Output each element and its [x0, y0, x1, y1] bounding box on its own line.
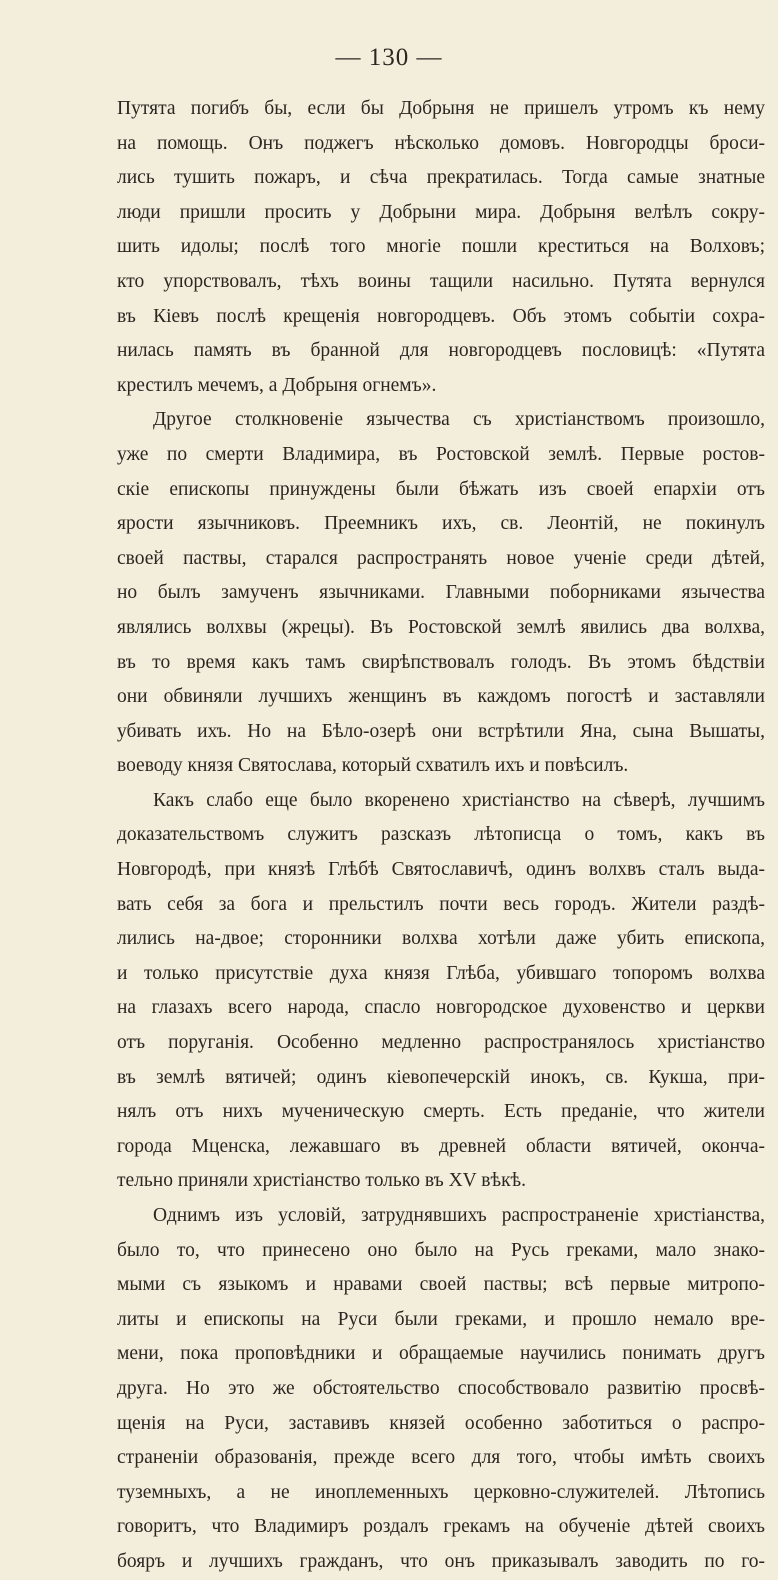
- text-line: но былъ замученъ язычниками. Главными поборниками язычества: [117, 582, 765, 604]
- text-line: являлись волхвы (жрецы). Въ Ростовской землѣ явились два волхва,: [117, 616, 765, 638]
- text-line: отъ поруганія. Особенно медленно распространялось христіанство: [117, 1032, 765, 1054]
- paragraph-first-line: Какъ слабо еще было вкоренено христіанство на сѣверѣ, лучшимъ: [153, 789, 765, 811]
- paragraph-first-line: Другое столкновеніе язычества съ христіанствомъ произошло,: [153, 409, 765, 431]
- text-line: на помощь. Онъ поджегъ нѣсколько домовъ. Новгородцы броси-: [117, 132, 765, 154]
- text-line: шить идолы; послѣ того многіе пошли креститься на Волховъ;: [117, 236, 765, 258]
- text-line: мыми съ языкомъ и нравами своей паствы; всѣ первые митропо-: [117, 1274, 765, 1296]
- text-line: въ Кіевъ послѣ крещенія новгородцевъ. Объ этомъ событіи сохра-: [117, 305, 765, 327]
- text-line: бояръ и лучшихъ гражданъ, что онъ приказывалъ заводить по го-: [117, 1550, 765, 1572]
- text-line: было то, что принесено оно было на Русь греками, мало знако-: [117, 1239, 765, 1261]
- text-line: щенія на Руси, заставивъ князей особенно заботиться о распро-: [117, 1412, 765, 1434]
- text-line: воеводу князя Святослава, который схватилъ ихъ и повѣсилъ.: [117, 755, 629, 777]
- text-line: лились на-двое; сторонники волхва хотѣли даже убить епископа,: [117, 928, 765, 950]
- text-line: литы и епископы на Руси были греками, и прошло немало вре-: [117, 1308, 765, 1330]
- text-line: въ то время какъ тамъ свирѣпствовалъ голодъ. Въ этомъ бѣдствіи: [117, 651, 765, 673]
- text-line: Путята погибъ бы, если бы Добрыня не пришелъ утромъ къ нему: [117, 98, 765, 119]
- text-line: Новгородѣ, при князѣ Глѣбѣ Святославичѣ, одинъ волхвъ сталъ выда-: [117, 859, 765, 881]
- text-line: крестилъ мечемъ, а Добрыня огнемъ».: [117, 374, 437, 396]
- text-line: вать себя за бога и прельстилъ почти весь городъ. Жители раздѣ-: [117, 893, 765, 915]
- text-line: нялъ отъ нихъ мученическую смерть. Есть преданіе, что жители: [117, 1101, 765, 1123]
- text-line: говоритъ, что Владимиръ роздалъ грекамъ на обученіе дѣтей своихъ: [117, 1516, 765, 1538]
- body-text: [117, 92, 765, 1580]
- text-line: страненіи образованія, прежде всего для того, чтобы имѣть своихъ: [117, 1447, 765, 1469]
- text-line: люди пришли просить у Добрыни мира. Добрыня велѣлъ сокру-: [117, 201, 765, 223]
- text-line: и только присутствіе духа князя Глѣба, убившаго топоромъ волхва: [117, 962, 765, 984]
- page-number: — 130 —: [335, 44, 443, 71]
- text-line: ярости язычниковъ. Преемникъ ихъ, св. Леонтій, не покинулъ: [117, 513, 765, 535]
- text-line: скіе епископы принуждены были бѣжать изъ своей епархіи отъ: [117, 478, 765, 500]
- text-line: тельно приняли христіанство только въ XV вѣкѣ.: [117, 1170, 527, 1192]
- text-line: убивать ихъ. Но на Бѣло-озерѣ они встрѣтили Яна, сына Вышаты,: [117, 720, 765, 742]
- text-line: мени, пока проповѣдники и обращаемые научились понимать другъ: [117, 1343, 765, 1365]
- text-line: нилась память въ бранной для новгородцевъ пословицѣ: «Путята: [117, 340, 765, 362]
- text-line: въ землѣ вятичей; одинъ кіевопечерскій инокъ, св. Кукша, при-: [117, 1066, 765, 1088]
- text-line: туземныхъ, а не иноплеменныхъ церковно-служителей. Лѣтопись: [117, 1481, 765, 1503]
- text-line: кто упорствовалъ, тѣхъ воины тащили насильно. Путята вернулся: [117, 270, 765, 292]
- text-line: своей паствы, старался распространять новое ученіе среди дѣтей,: [117, 547, 765, 569]
- text-line: доказательствомъ служитъ разсказъ лѣтописца о томъ, какъ въ: [117, 824, 765, 846]
- text-line: друга. Но это же обстоятельство способствовало развитію просвѣ-: [117, 1377, 765, 1399]
- text-line: на глазахъ всего народа, спасло новгородское духовенство и церкви: [117, 997, 765, 1019]
- text-line: уже по смерти Владимира, въ Ростовской землѣ. Первые ростов-: [117, 443, 765, 465]
- text-line: они обвиняли лучшихъ женщинъ въ каждомъ погостѣ и заставляли: [117, 686, 765, 708]
- text-line: лись тушить пожаръ, и сѣча прекратилась. Тогда самые знатные: [117, 167, 765, 189]
- text-line: города Мценска, лежавшаго въ древней области вятичей, оконча-: [117, 1135, 765, 1157]
- paragraph-first-line: Однимъ изъ условій, затруднявшихъ распространеніе христіанства,: [153, 1205, 765, 1226]
